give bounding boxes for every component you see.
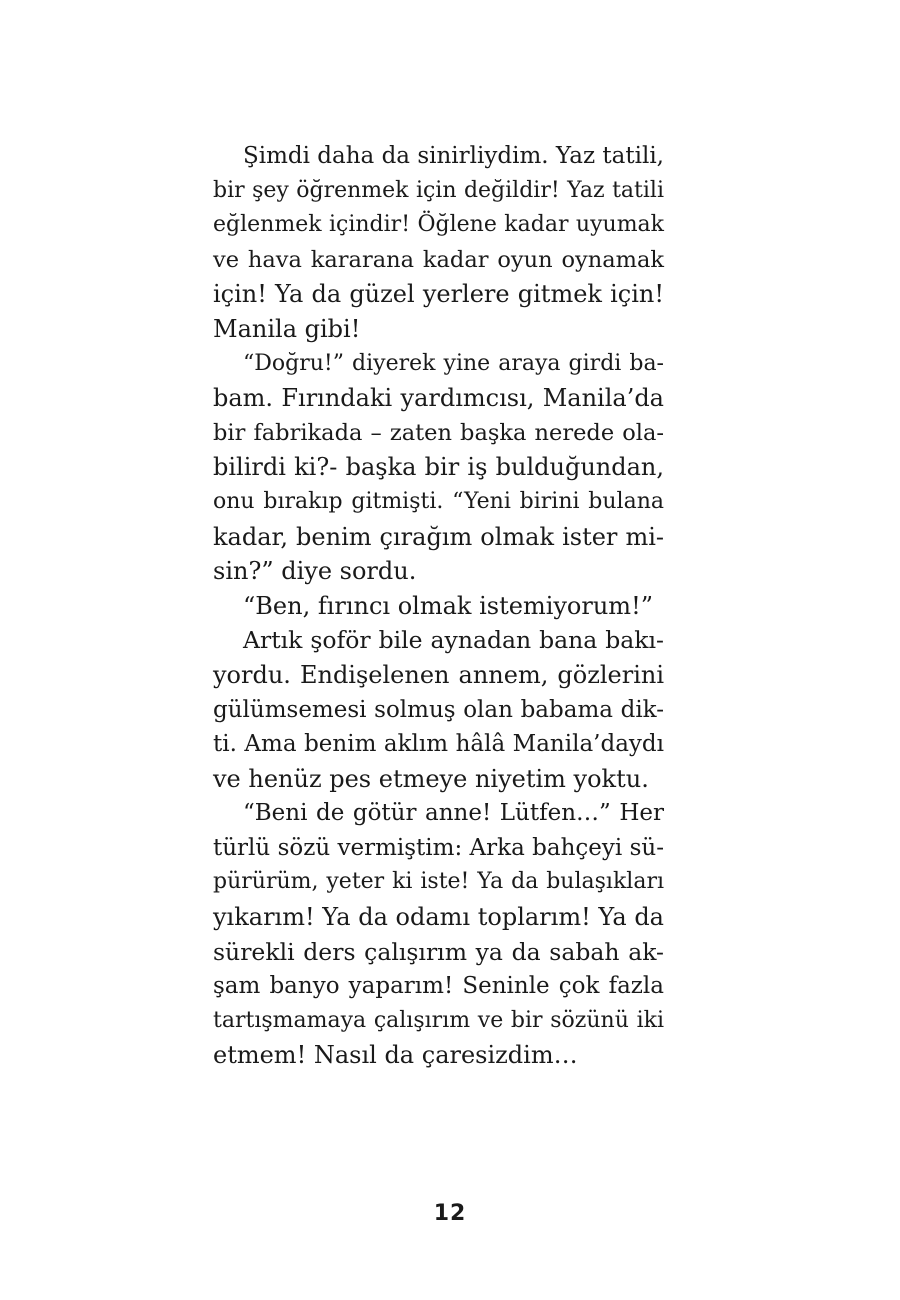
paragraph-4	[213, 623, 664, 796]
text-line: bir fabrikada – zaten başka nerede ola-	[213, 419, 664, 446]
text-line: Manila gibi!	[213, 314, 361, 343]
text-line: onu bırakıp gitmişti. “Yeni birini bulana	[213, 488, 664, 514]
text-line: “Doğru!” diyerek yine araya girdi ba-	[243, 350, 664, 376]
text-line: bam. Fırındaki yardımcısı, Manila’da	[213, 384, 664, 413]
text-line: için! Ya da güzel yerlere gitmek için!	[213, 280, 664, 309]
text-line: Artık şoför bile aynadan bana bakı-	[243, 626, 664, 655]
text-line: tartışmamaya çalışırım ve bir sözünü iki	[213, 1007, 664, 1033]
text-line: pürürüm, yeter ki iste! Ya da bulaşıkları	[213, 869, 664, 895]
text-line: yordu. Endişelenen annem, gözlerini	[213, 660, 664, 689]
text-line: “Ben, fırıncı olmak istemiyorum!”	[243, 591, 653, 620]
text-line: şam banyo yaparım! Seninle çok fazla	[213, 973, 664, 1000]
text-line: “Beni de götür anne! Lütfen…” Her	[243, 800, 664, 827]
paragraph-3	[213, 589, 664, 624]
text-line: gülümsemesi solmuş olan babama dik-	[213, 696, 664, 723]
text-line: bilirdi ki?- başka bir iş bulduğundan,	[213, 453, 664, 482]
text-line: Şimdi daha da sinirliydim. Yaz tatili,	[243, 143, 664, 169]
text-line: sin?” diye sordu.	[213, 557, 417, 586]
text-line: eğlenmek içindir! Öğlene kadar uyumak	[213, 212, 664, 238]
page-number: 12	[433, 1201, 467, 1226]
text-line: ve hava kararana kadar oyun oynamak	[213, 246, 664, 273]
text-line: yıkarım! Ya da odamı toplarım! Ya da	[213, 903, 664, 932]
text-line: ti. Ama benim aklım hâlâ Manila’daydı	[213, 731, 664, 758]
body-text	[213, 139, 664, 1073]
text-line: bir şey öğrenmek için değildir! Yaz tatili	[213, 177, 664, 203]
text-line: ve henüz pes etmeye niyetim yoktu.	[213, 764, 649, 793]
text-line: türlü sözü vermiştim: Arka bahçeyi sü-	[213, 834, 664, 861]
text-line: sürekli ders çalışırım ya da sabah ak-	[213, 937, 664, 966]
paragraph-2	[213, 347, 664, 589]
text-line: etmem! Nasıl da çaresizdim…	[213, 1041, 578, 1070]
text-line: kadar, benim çırağım olmak ister mi-	[213, 522, 664, 551]
paragraph-1	[213, 139, 664, 347]
paragraph-5	[213, 796, 664, 1073]
